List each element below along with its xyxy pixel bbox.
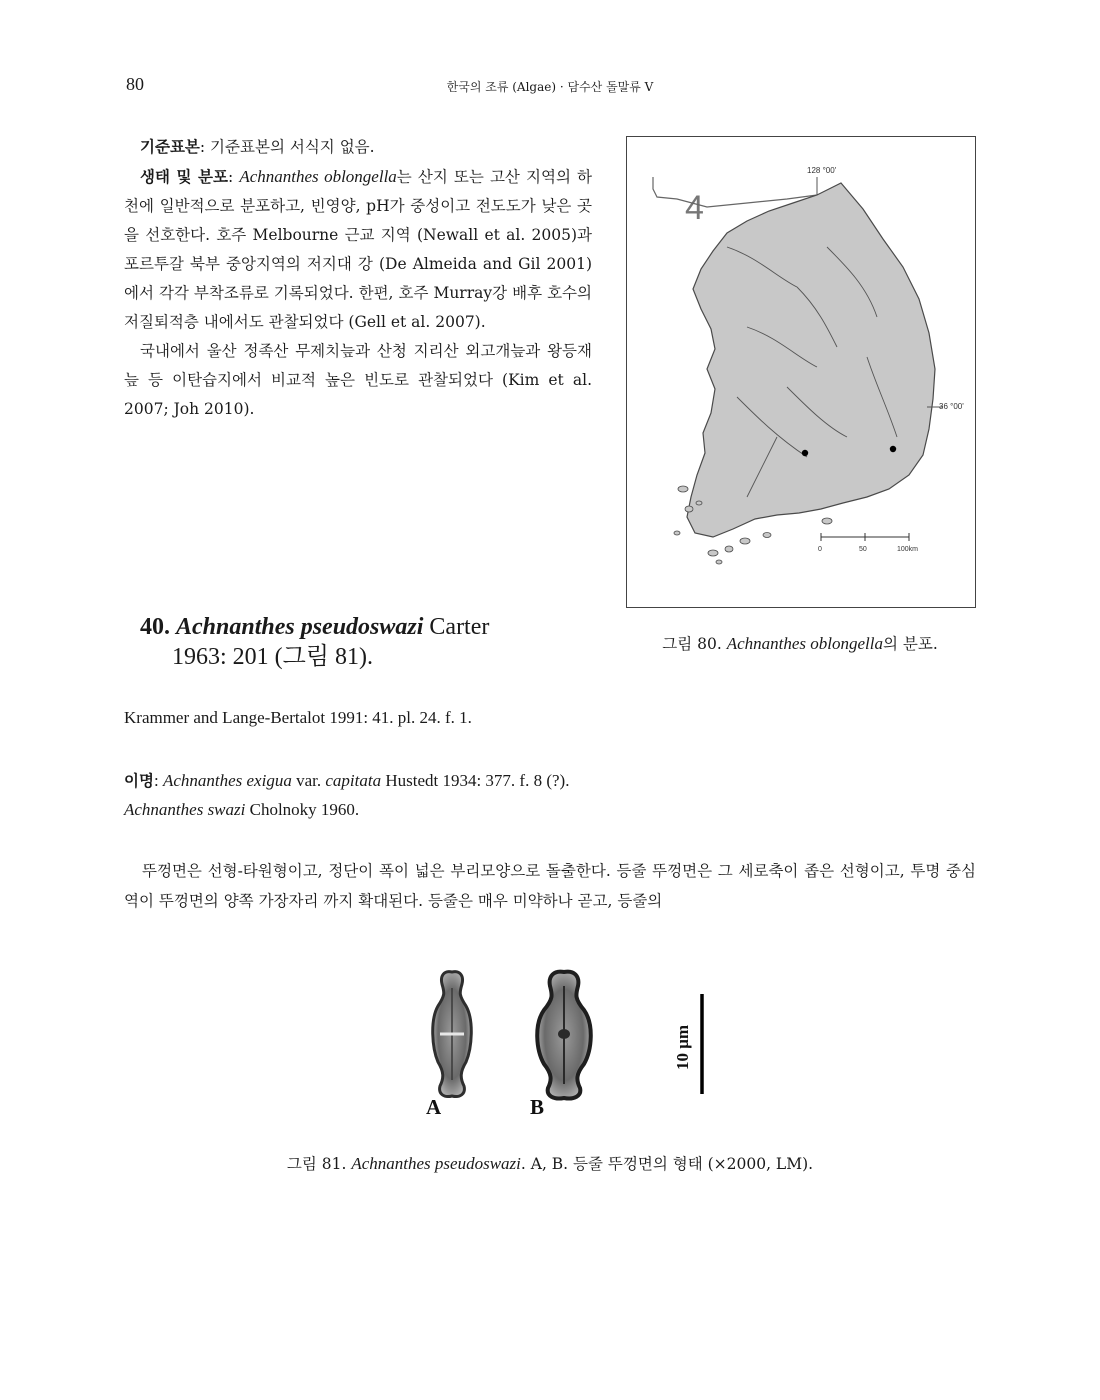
ecology-label: 생태 및 분포 [140,167,229,186]
synonym-line2 [124,795,569,824]
synonym-block [124,766,569,824]
locality-dot-jirisan [802,450,808,456]
plate-number: 4 [685,189,704,227]
ecology-species: Achnanthes oblongella [239,167,397,186]
micrograph-scale-label: 10 μm [673,1024,692,1070]
latitude-label: 36 °00' [939,402,964,411]
panel-label-a: A [426,1095,442,1119]
panel-label-b: B [530,1095,545,1119]
type-text: : 기준표본의 서식지 없음. [199,138,375,156]
micrograph-b [537,972,591,1099]
longitude-label: 128 °00' [807,166,837,175]
figure81 [420,962,720,1122]
species-reference: Krammer and Lange-Bertalot 1991: 41. pl. 24. f. 1. [124,708,472,727]
ecology-text: 는 산지 또는 고산 지역의 하천에 일반적으로 분포하고, 빈영양, pH가 중성이고 전도도가 낮은 곳을 선호한다. 호주 Melbourne 근교 지역 (Newall et al. 2005)과 포르투갈 북부 중앙지역의 저지대 강 (De Almeida and Gil 2001)에서 각각 부착조류로 기록되었다. 한편, 호주 Murray강 배후 호수의 저질퇴적층 내에서도 관찰되었다 (Gell et al. 2007). [124,168,592,331]
synonym2-rest: Cholnoky 1960. [249,800,360,819]
korea-landmass [687,183,935,537]
species-number: 40. [140,614,170,640]
running-title: 한국의 조류 (Algae) · 담수산 돌말류 V [446,80,654,94]
synonym1-epithet: capitata [325,771,382,790]
type-label: 기준표본 [140,137,200,156]
figure80-caption-species: Achnanthes oblongella [726,634,883,653]
ecology-sep: : [228,168,240,186]
figure81-svg [420,962,720,1122]
micrograph-a [433,972,472,1097]
description-paragraph: 뚜껑면은 선형-타원형이고, 정단이 폭이 넓은 부리모양으로 돌출한다. 등줄 뚜껑면은 그 세로축이 좁은 선형이고, 투명 중심역이 뚜껑면의 양쪽 가장자리 까지 확대된다. 등줄은 매우 미약하나 곧고, 등줄의 [124,862,976,910]
synonym-label: 이명 [124,771,154,790]
synonym1-genus: Achnanthes exigua [162,771,292,790]
locality-dot-ulsan [890,446,896,452]
ecology-paragraph [124,162,592,337]
figure80-caption-suffix: 의 분포. [882,635,938,653]
species-name: Achnanthes pseudoswazi [176,614,424,640]
synonym2-name: Achnanthes swazi [124,800,246,819]
species-author: Carter [429,614,490,640]
korea-map-svg [627,137,975,607]
previous-species-text [124,132,592,424]
synonym1-var: var. [296,771,322,790]
figure81-caption [0,1152,1100,1174]
species-heading-line1 [140,612,489,642]
type-specimen-paragraph [124,132,592,162]
synonym-sep: : [153,771,163,790]
scale-tick-50: 50 [859,546,867,553]
scale-tick-0: 0 [818,546,822,553]
distribution-map [626,136,976,608]
scale-tick-100: 100km [897,546,919,553]
figure81-caption-prefix: 그림 81. [286,1155,352,1173]
figure81-caption-species: Achnanthes pseudoswazi [351,1154,521,1173]
synonym1-rest: Hustedt 1934: 377. f. 8 (?). [385,771,570,790]
page-number: 80 [126,74,144,94]
species-description [124,856,976,916]
synonym-line1 [124,766,569,795]
figure81-caption-suffix: . A, B. 등줄 뚜껑면의 형태 (×2000, LM). [520,1155,814,1173]
species-citation: 1963: 201 (그림 81). [172,644,374,670]
scale-bar [818,533,918,553]
figure80-caption-prefix: 그림 80. [662,635,727,653]
figure80-caption [626,632,974,654]
domestic-paragraph: 국내에서 울산 정족산 무제치늪과 산청 지리산 외고개늪과 왕등재늪 등 이탄습지에서 비교적 높은 빈도로 관찰되었다 (Kim et al. 2007; Joh 2010). [124,342,592,418]
species-heading [140,612,489,672]
